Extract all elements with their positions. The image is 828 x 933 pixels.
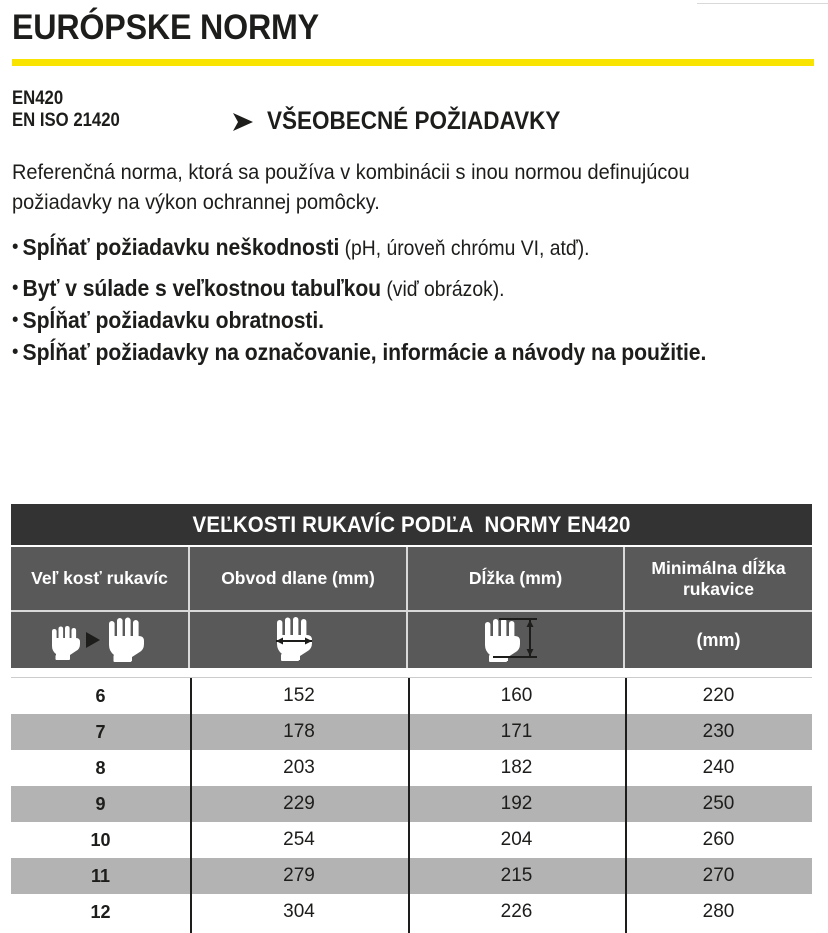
cell-size: 9 [95,793,106,814]
cell-size: 7 [95,721,106,742]
list-item-strong: Spĺňať požiadavky na označovanie, informácie a návody na použitie. [22,339,707,365]
table-row [11,858,812,894]
table-header-icons-row [11,610,812,668]
cell-length: 171 [500,721,533,742]
table-header-labels-row [11,545,812,610]
cell-length: 204 [500,829,533,850]
table-body [11,678,812,930]
list-item [12,339,757,366]
intro-line-2: požiadavky na výkon ochrannej pomôcky. [12,191,380,214]
cell-min-length: 240 [702,757,735,778]
table-title-text: VEĽKOSTI RUKAVÍC PODĽA NORMY EN420 [192,512,631,537]
column-unit-min-length [625,612,812,668]
column-unit-label: (mm) [696,629,741,650]
hand-length-icon [408,612,625,668]
intro-paragraph [12,158,777,218]
cell-palm: 152 [283,685,315,706]
column-header-palm: Obvod dlane (mm) [190,547,408,610]
cell-min-length: 270 [702,865,735,886]
cell-palm: 304 [283,901,315,922]
list-item-strong: Spĺňať požiadavku obratnosti. [22,307,324,333]
standard-code-en420: EN420 [12,88,64,109]
table-row [11,786,812,822]
standard-code-en-iso-21420: EN ISO 21420 [12,110,120,131]
list-item [12,234,757,261]
list-item-strong: Byť v súlade s veľkostnou tabuľkou [22,275,381,301]
cell-palm: 178 [283,721,315,742]
two-hands-compare-icon [11,612,190,668]
list-item-light: (viď obrázok). [380,278,505,301]
cell-size: 8 [95,757,106,778]
bullet-marker: • [12,277,19,299]
table-row [11,894,812,930]
cell-palm: 254 [283,829,315,850]
column-header-size: Veľ kosť rukavíc [11,547,190,610]
page-title: EURÓPSKE NORMY [12,8,319,47]
requirements-list [12,234,822,366]
cell-length: 160 [500,685,533,706]
standard-codes [12,88,120,132]
subtitle-text: VŠEOBECNÉ POŽIADAVKY [267,107,561,135]
hand-palm-width-icon [190,612,408,668]
cell-palm: 229 [283,793,315,814]
cell-length: 226 [500,901,533,922]
cell-min-length: 260 [702,829,735,850]
cell-size: 11 [90,865,111,886]
cell-length: 215 [500,865,533,886]
list-item [12,307,757,334]
cell-palm: 203 [283,757,315,778]
glove-size-table-body [11,678,812,930]
bullet-marker: • [12,309,19,331]
table-row [11,750,812,786]
cell-min-length: 250 [702,793,735,814]
table-row [11,822,812,858]
cell-length: 192 [500,793,533,814]
bullet-marker: • [12,236,19,258]
column-header-length: Dĺžka (mm) [408,547,625,610]
accent-bar [12,59,814,66]
list-item-strong: Spĺňať požiadavku neškodnosti [22,234,340,260]
cell-min-length: 220 [702,685,735,706]
subtitle-row [232,108,593,135]
cell-size: 12 [90,901,111,922]
table-row [11,678,812,714]
triangle-right-icon [232,112,254,132]
table-row [11,714,812,750]
table-title [11,504,812,545]
cell-min-length: 230 [702,721,735,742]
glove-size-table [11,504,812,668]
cell-palm: 279 [283,865,315,886]
cell-length: 182 [500,757,533,778]
bullet-marker: • [12,341,19,363]
cell-min-length: 280 [702,901,735,922]
cell-size: 6 [95,685,106,706]
list-item [12,275,757,302]
top-divider-rule [697,3,828,4]
cell-size: 10 [90,829,111,850]
intro-line-1: Referenčná norma, ktorá sa používa v kombinácii s inou normou definujúcou [12,161,690,184]
list-item-light: (pH, úroveň chrómu VI, atď). [339,237,590,260]
column-header-min-length: Minimálna dĺžka rukavice [651,557,786,599]
